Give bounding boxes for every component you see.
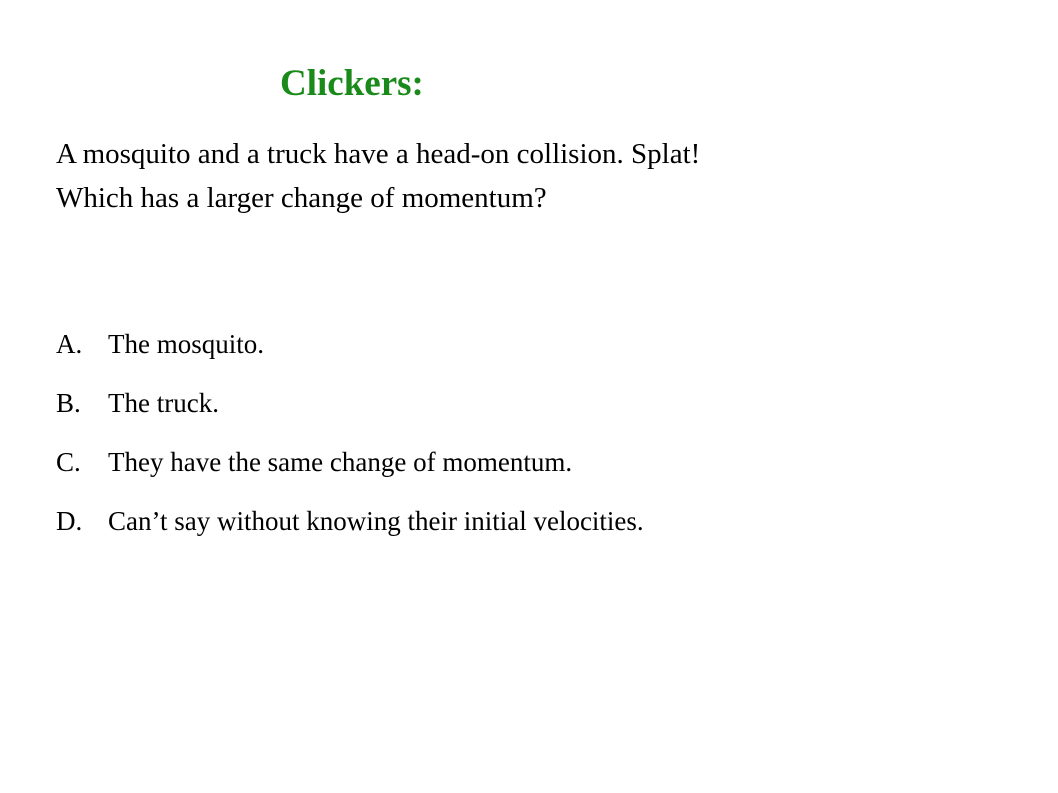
answer-option-c [56, 441, 644, 500]
question-line-2: Which has a larger change of momentum? [56, 182, 547, 214]
option-text: Can’t say without knowing their initial velocities. [108, 506, 644, 536]
option-letter: A. [56, 329, 83, 359]
option-letter: C. [56, 447, 81, 477]
answer-option-a [56, 323, 644, 382]
answer-option-d [56, 500, 644, 559]
question-line-1: A mosquito and a truck have a head-on collision. Splat! [56, 138, 701, 170]
option-letter: B. [56, 388, 81, 418]
answer-options-list [56, 323, 644, 559]
answer-option-b [56, 382, 644, 441]
question-text [56, 132, 700, 220]
slide-title: Clickers: [280, 63, 424, 104]
option-text: The truck. [108, 388, 219, 418]
option-text: They have the same change of momentum. [108, 447, 573, 477]
option-letter: D. [56, 506, 83, 536]
option-text: The mosquito. [108, 329, 264, 359]
